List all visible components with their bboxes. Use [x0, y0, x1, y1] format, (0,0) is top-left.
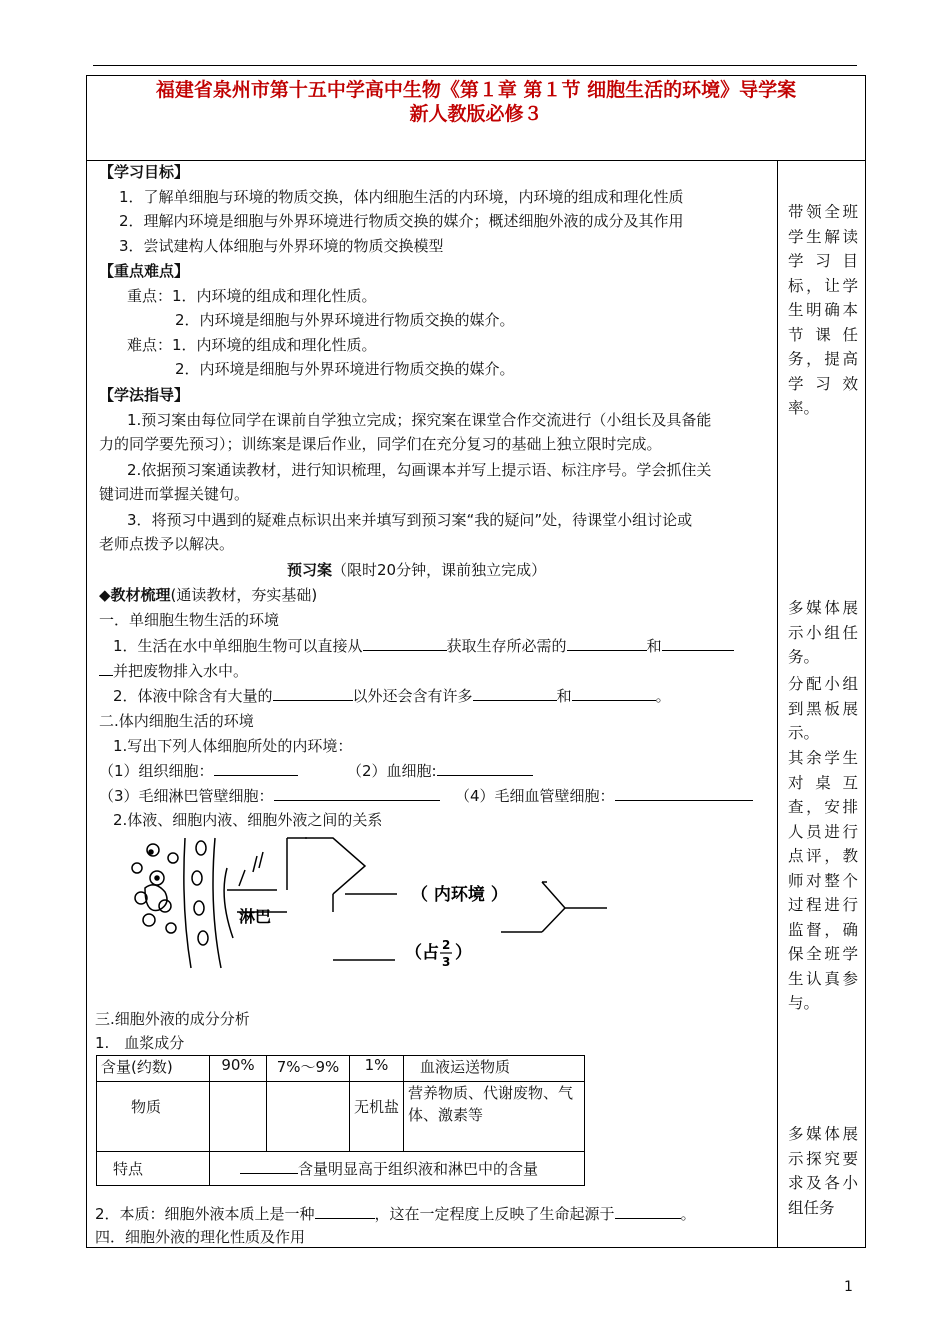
fill-line — [99, 785, 440, 806]
text: 2．本质：细胞外液本质上是一种 — [95, 1205, 315, 1223]
diagram-label-inner-env: （ 内环境 ） — [411, 885, 508, 905]
teacher-note: 其余学生对桌互查，安排人员进行点评，教师对整个过程进行监督，确保全班学生认真参与。 — [788, 749, 858, 1012]
preview-heading-bold: 预习案 — [287, 561, 333, 579]
fill-line — [99, 660, 248, 681]
blank-field[interactable] — [214, 760, 298, 776]
subheading-rest: (通读教材，夯实基础) — [170, 586, 318, 604]
diagram-label-lymph: 淋巴 — [239, 907, 272, 926]
table-cell: 血液运送物质 — [404, 1056, 585, 1082]
key-heading: 【重点难点】 — [99, 262, 190, 280]
key-line: 2．内环境是细胞与外界环境进行物质交换的媒介。 — [175, 311, 515, 329]
fill-line — [113, 685, 671, 706]
preview-heading-rest: （限时20分钟，课前独立完成） — [332, 561, 547, 579]
doc-title: 福建省泉州市第十五中学高中生物《第１章 第１节 细胞生活的环境》导学案 — [155, 79, 797, 101]
method-line: 力的同学要先预习）；训练案是课后作业，同学们在充分复习的基础上独立限时完成。 — [99, 435, 662, 453]
text: 和 — [646, 637, 662, 655]
doc-subtitle: 新人教版必修３ — [409, 103, 543, 125]
key-line: 2．内环境是细胞与外界环境进行物质交换的媒介。 — [175, 360, 515, 378]
text: 并把废物排入水中。 — [113, 662, 249, 680]
method-line: 老师点拨予以解决。 — [99, 535, 235, 553]
goals-heading: 【学习目标】 — [99, 163, 190, 181]
section-title: 三.细胞外液的成分分析 — [95, 1010, 250, 1028]
text: （1）组织细胞： — [99, 762, 214, 780]
table-cell: 90% — [210, 1056, 267, 1082]
fill-line — [347, 760, 533, 781]
text: 获取生存所必需的 — [446, 637, 567, 655]
teacher-note: 分配小组到黑板展示。 — [788, 675, 858, 742]
text: 以外还会含有许多 — [352, 687, 473, 705]
question-line: 1.写出下列人体细胞所处的内环境： — [113, 737, 353, 755]
table-cell: 特点 — [97, 1152, 210, 1186]
fill-line — [95, 1203, 696, 1224]
blank-field[interactable] — [273, 685, 353, 701]
diagram-label-occupy: （占 — [405, 943, 439, 963]
blank-field[interactable] — [615, 785, 753, 801]
text: 1．生活在水中单细胞生物可以直接从 — [113, 637, 363, 655]
table-cell: 无机盐 — [350, 1082, 404, 1152]
method-line: 2.依据预习案通读教材，进行知识梳理，勾画课本并写上提示语、标注序号。学会抓住关 — [127, 461, 712, 479]
table-cell: 物质 — [97, 1082, 210, 1152]
subheading-bold: ◆教材梳理 — [99, 586, 171, 604]
goal-item: 1．了解单细胞与环境的物质交换，体内细胞生活的内环境，内环境的组成和理化性质 — [119, 188, 684, 206]
section-title: 一．单细胞生物生活的环境 — [99, 611, 280, 629]
text: 和 — [556, 687, 572, 705]
fraction-numerator: 2 — [442, 938, 451, 952]
table-cell — [210, 1152, 585, 1186]
blank-field[interactable] — [315, 1203, 375, 1219]
text: ，这在一定程度上反映了生命起源于 — [374, 1205, 615, 1223]
question-line: 2.体液、细胞内液、细胞外液之间的关系 — [113, 811, 383, 829]
text: 。 — [655, 687, 671, 705]
teacher-note: 带领全班学生解读学习目标，让学生明确本节课任务，提高学习效率。 — [788, 203, 858, 417]
text: （4）毛细血管壁细胞： — [455, 787, 615, 805]
column-divider — [777, 160, 778, 1247]
diagram-label-close: ） — [455, 943, 472, 963]
fraction-denominator: 3 — [442, 955, 451, 969]
body-fluid-diagram — [127, 828, 607, 978]
key-line: 难点：1．内环境的组成和理化性质。 — [127, 336, 377, 354]
method-line: 1.预习案由每位同学在课前自学独立完成；探究案在课堂合作交流进行（小组长及具备能 — [127, 411, 712, 429]
main-column — [87, 160, 777, 1247]
table-cell: 营养物质、代谢废物、气体、激素等 — [404, 1082, 585, 1152]
blank-field[interactable] — [473, 685, 557, 701]
teacher-note: 多媒体展示小组任务。 — [788, 599, 858, 666]
blank-field[interactable] — [437, 760, 533, 776]
blank-field[interactable] — [662, 635, 734, 651]
teacher-note: 多媒体展示探究要求及各小组任务 — [788, 1125, 858, 1217]
blank-field[interactable] — [363, 635, 447, 651]
text: 含量明显高于组织液和淋巴中的含量 — [298, 1160, 539, 1178]
blank-field[interactable] — [615, 1203, 681, 1219]
table-cell: 含量(约数) — [97, 1056, 210, 1082]
table-cell[interactable] — [267, 1082, 350, 1152]
preview-heading — [287, 560, 546, 580]
worksheet-frame — [86, 75, 866, 1248]
text: （3）毛细淋巴管壁细胞： — [99, 787, 274, 805]
blank-field[interactable] — [572, 685, 656, 701]
text: （2）血细胞: — [347, 762, 437, 780]
goal-item: 2．理解内环境是细胞与外界环境进行物质交换的媒介；概述细胞外液的成分及其作用 — [119, 212, 684, 230]
fill-line — [113, 635, 734, 656]
table-cell: 1% — [350, 1056, 404, 1082]
method-line: 键词进而掌握关键句。 — [99, 485, 250, 503]
blank-field[interactable] — [240, 1158, 298, 1174]
key-line: 重点：1．内环境的组成和理化性质。 — [127, 287, 377, 305]
blank-field[interactable] — [99, 660, 113, 676]
goal-item: 3．尝试建构人体细胞与外界环境的物质交换模型 — [119, 237, 444, 255]
plasma-table — [96, 1055, 585, 1186]
subsection-title: 1. 血浆成分 — [95, 1034, 185, 1052]
text: 。 — [680, 1205, 696, 1223]
section-title: 四．细胞外液的理化性质及作用 — [95, 1228, 306, 1246]
text: 2．体液中除含有大量的 — [113, 687, 273, 705]
page-number: 1 — [844, 1279, 853, 1295]
table-cell: 7%～9% — [267, 1056, 350, 1082]
title-box — [87, 76, 865, 161]
section-title: 二.体内细胞生活的环境 — [99, 712, 254, 730]
method-heading: 【学法指导】 — [99, 386, 190, 404]
preview-subheading — [99, 585, 317, 605]
header-rule — [93, 65, 857, 66]
method-line: 3．将预习中遇到的疑难点标识出来并填写到预习案“我的疑问”处，待课堂小组讨论或 — [127, 511, 693, 529]
blank-field[interactable] — [567, 635, 647, 651]
table-cell[interactable] — [210, 1082, 267, 1152]
teacher-notes-column — [779, 160, 865, 1247]
blank-field[interactable] — [274, 785, 440, 801]
fill-line — [99, 760, 298, 781]
fill-line — [455, 785, 753, 806]
